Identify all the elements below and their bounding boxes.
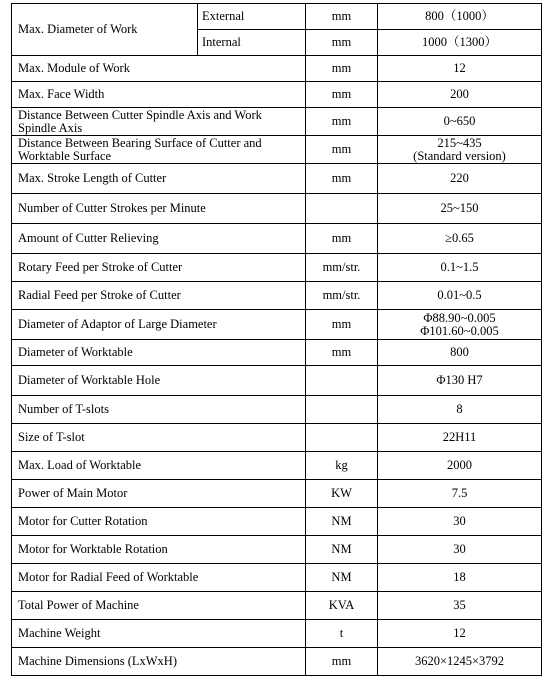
table-row (12, 396, 542, 424)
spec-sublabel-external: External (198, 4, 306, 30)
spec-unit: mm (306, 136, 378, 164)
spec-label-line: Distance Between Cutter Spindle Axis and Work (18, 107, 262, 122)
spec-value: 800（1000） (378, 4, 542, 30)
spec-label: Machine Dimensions (LxWxH) (12, 648, 306, 676)
spec-unit (306, 366, 378, 396)
spec-value: 0~650 (378, 108, 542, 136)
spec-value: 12 (378, 56, 542, 82)
spec-unit: mm (306, 4, 378, 30)
spec-unit: mm (306, 30, 378, 56)
table-row (12, 310, 542, 340)
spec-value: 0.1~1.5 (378, 254, 542, 282)
spec-label: Rotary Feed per Stroke of Cutter (12, 254, 306, 282)
spec-label: Diameter of Worktable Hole (12, 366, 306, 396)
spec-value-line: Φ88.90~0.005 (423, 310, 496, 325)
spec-label: Radial Feed per Stroke of Cutter (12, 282, 306, 310)
spec-value: 1000（1300） (378, 30, 542, 56)
spec-value: 220 (378, 164, 542, 194)
table-row (12, 56, 542, 82)
spec-value: 3620×1245×3792 (378, 648, 542, 676)
spec-unit: NM (306, 508, 378, 536)
spec-value (378, 310, 542, 340)
table-row (12, 164, 542, 194)
table-row (12, 648, 542, 676)
spec-unit: kg (306, 452, 378, 480)
spec-value: ≥0.65 (378, 224, 542, 254)
table-row (12, 424, 542, 452)
spec-label: Machine Weight (12, 620, 306, 648)
spec-label: Max. Face Width (12, 82, 306, 108)
spec-label: Power of Main Motor (12, 480, 306, 508)
spec-unit (306, 194, 378, 224)
spec-value: 22H11 (378, 424, 542, 452)
spec-label: Number of Cutter Strokes per Minute (12, 194, 306, 224)
table-row (12, 136, 542, 164)
spec-value-line: Φ101.60~0.005 (420, 323, 499, 338)
table-row (12, 564, 542, 592)
spec-value: 200 (378, 82, 542, 108)
table-row (12, 282, 542, 310)
spec-value: 0.01~0.5 (378, 282, 542, 310)
table-row (12, 254, 542, 282)
spec-unit: mm (306, 82, 378, 108)
table-row (12, 536, 542, 564)
spec-label: Diameter of Worktable (12, 340, 306, 366)
spec-label: Total Power of Machine (12, 592, 306, 620)
spec-value-line: 215~435 (437, 135, 482, 150)
spec-unit: mm (306, 164, 378, 194)
spec-value: 8 (378, 396, 542, 424)
spec-unit: KVA (306, 592, 378, 620)
spec-value: 30 (378, 508, 542, 536)
spec-value: Φ130 H7 (378, 366, 542, 396)
spec-unit: NM (306, 564, 378, 592)
spec-label-line: Distance Between Bearing Surface of Cutter and (18, 135, 262, 150)
spec-unit: t (306, 620, 378, 648)
spec-unit (306, 396, 378, 424)
table-row (12, 508, 542, 536)
spec-value: 800 (378, 340, 542, 366)
spec-value: 12 (378, 620, 542, 648)
spec-label: Max. Stroke Length of Cutter (12, 164, 306, 194)
spec-label: Diameter of Adaptor of Large Diameter (12, 310, 306, 340)
spec-label: Max. Module of Work (12, 56, 306, 82)
table-row (12, 108, 542, 136)
spec-unit: mm/str. (306, 282, 378, 310)
table-row-diameter-external (12, 4, 542, 30)
spec-label (12, 136, 306, 164)
spec-unit: NM (306, 536, 378, 564)
spec-value (378, 136, 542, 164)
table-row (12, 366, 542, 396)
spec-label (12, 108, 306, 136)
spec-unit: mm (306, 340, 378, 366)
spec-value: 18 (378, 564, 542, 592)
spec-value: 2000 (378, 452, 542, 480)
spec-label: Motor for Worktable Rotation (12, 536, 306, 564)
table-row (12, 452, 542, 480)
spec-label: Motor for Cutter Rotation (12, 508, 306, 536)
spec-unit: mm (306, 224, 378, 254)
spec-label: Amount of Cutter Relieving (12, 224, 306, 254)
table-row (12, 224, 542, 254)
specification-table (11, 3, 542, 676)
spec-value-line: (Standard version) (413, 148, 506, 163)
specification-table-container (11, 3, 541, 676)
spec-label-line: Worktable Surface (18, 148, 112, 163)
spec-sublabel-internal: Internal (198, 30, 306, 56)
spec-unit: mm (306, 108, 378, 136)
table-row (12, 592, 542, 620)
spec-label: Max. Load of Worktable (12, 452, 306, 480)
spec-value: 25~150 (378, 194, 542, 224)
spec-label: Size of T-slot (12, 424, 306, 452)
table-row (12, 194, 542, 224)
spec-unit: mm (306, 310, 378, 340)
spec-unit: mm (306, 648, 378, 676)
spec-label-line: Spindle Axis (18, 120, 83, 135)
table-row (12, 620, 542, 648)
spec-unit: KW (306, 480, 378, 508)
spec-value: 30 (378, 536, 542, 564)
spec-unit: mm (306, 56, 378, 82)
spec-unit (306, 424, 378, 452)
spec-value: 35 (378, 592, 542, 620)
spec-unit: mm/str. (306, 254, 378, 282)
table-row (12, 480, 542, 508)
table-row (12, 82, 542, 108)
table-row (12, 340, 542, 366)
spec-label: Max. Diameter of Work (12, 4, 198, 56)
spec-value: 7.5 (378, 480, 542, 508)
spec-label: Number of T-slots (12, 396, 306, 424)
spec-label: Motor for Radial Feed of Worktable (12, 564, 306, 592)
